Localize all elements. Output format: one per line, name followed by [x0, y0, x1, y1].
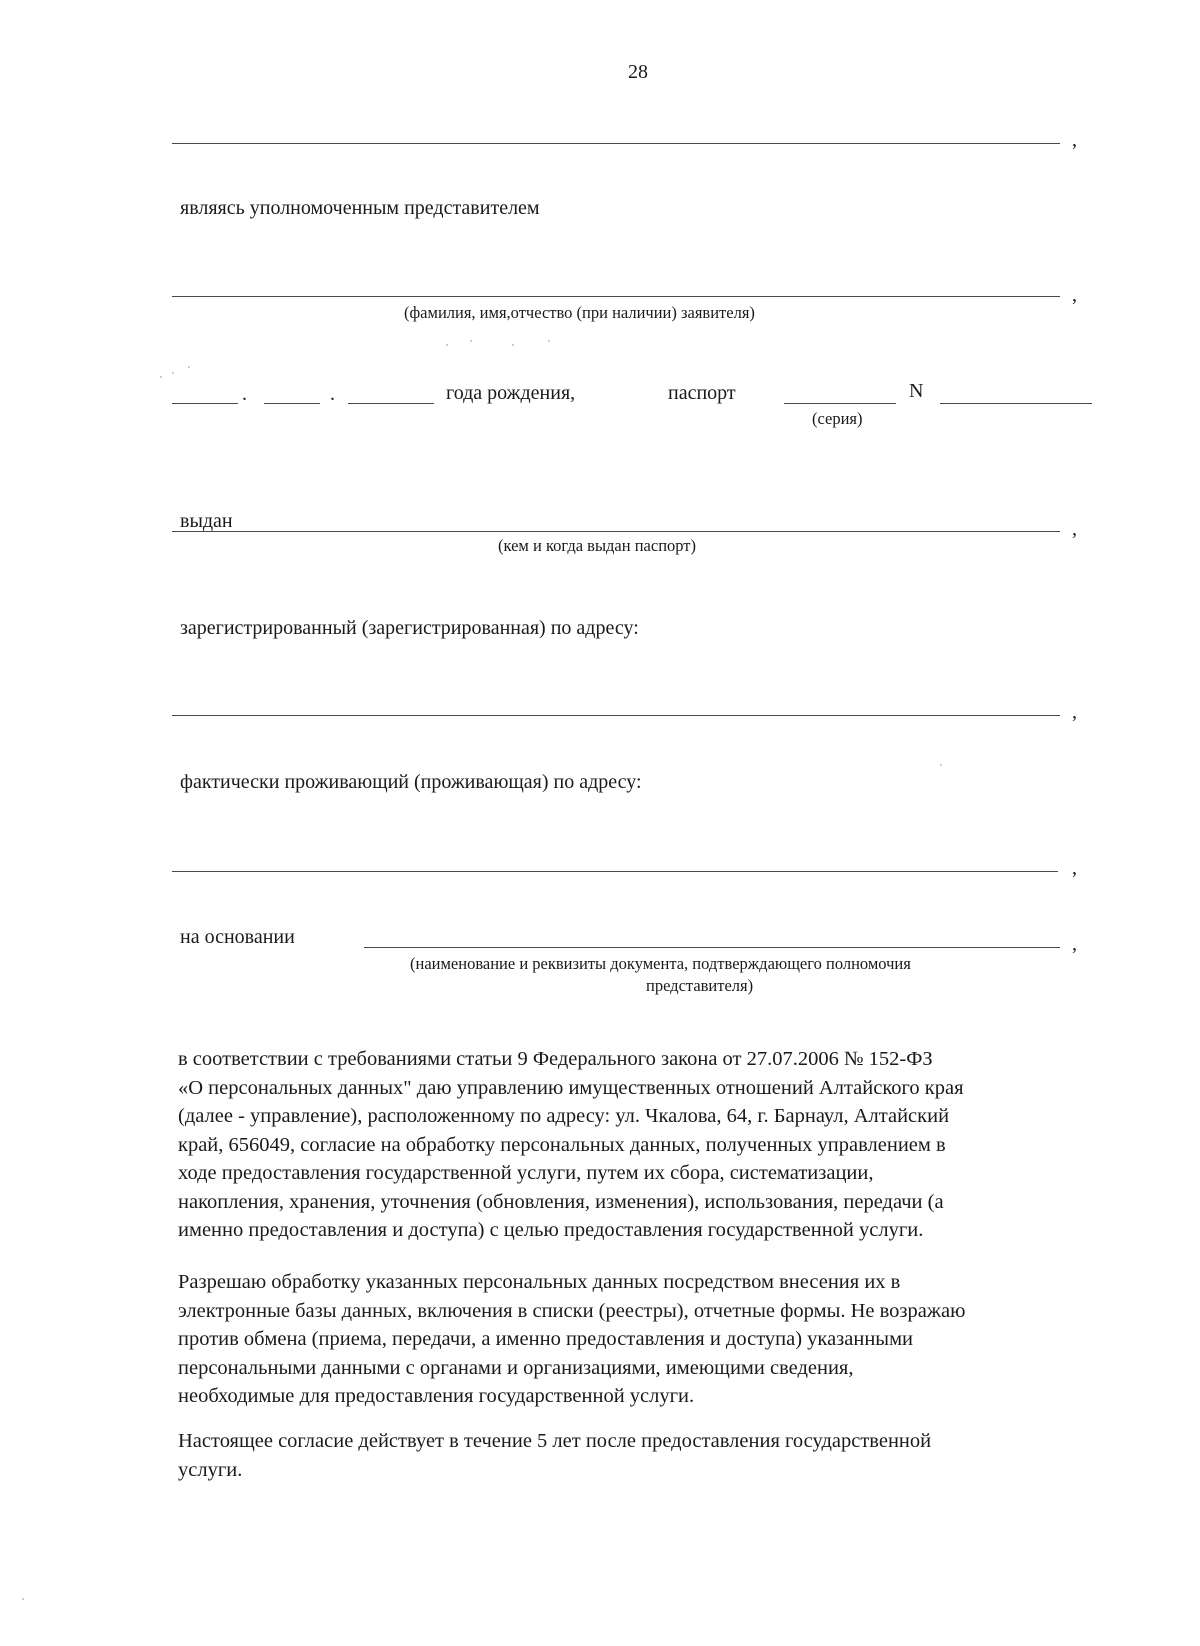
paragraph-line: накопления, хранения, уточнения (обновления, изменения), использования, передачи (а [178, 1190, 944, 1213]
passport-series-line [784, 403, 896, 404]
actual-address-label: фактически проживающий (проживающая) по адресу: [180, 771, 642, 793]
paragraph-line: Настоящее согласие действует в течение 5 лет после предоставления государственной [178, 1430, 932, 1452]
series-caption: (серия) [812, 409, 863, 428]
scan-speck [940, 764, 942, 766]
passport-number-line [940, 403, 1092, 404]
comma: , [1072, 284, 1077, 306]
scan-speck [22, 1598, 24, 1600]
paragraph-line: против обмена (приема, передачи, а именно предоставления и доступа) указанными [178, 1328, 914, 1350]
scan-speck [160, 376, 162, 378]
issued-line [172, 531, 1060, 532]
comma: , [1072, 518, 1077, 540]
scan-speck [470, 340, 472, 342]
comma: , [1072, 129, 1077, 151]
paragraph-line: персональными данными с органами и организациями, имеющими сведения, [178, 1356, 854, 1379]
scan-speck [188, 366, 190, 368]
page-number: 28 [628, 61, 648, 83]
basis-label: на основании [180, 926, 295, 948]
paragraph-line: необходимые для предоставления государственной услуги. [178, 1385, 695, 1407]
date-separator: . [330, 383, 335, 405]
issued-caption: (кем и когда выдан паспорт) [498, 536, 697, 555]
paragraph-line: ходе предоставления государственной услуги, путем их сбора, систематизации, [178, 1162, 874, 1184]
paragraph-line: Разрешаю обработку указанных персональных данных посредством внесения их в [178, 1271, 901, 1293]
scan-speck [548, 340, 550, 342]
actual-address-line [172, 871, 1058, 872]
name-blank-line [172, 143, 1060, 144]
basis-line [364, 947, 1060, 948]
paragraph-line: именно предоставления и доступа) с целью предоставления государственной услуги. [178, 1219, 924, 1241]
registered-address-label: зарегистрированный (зарегистрированная) по адресу: [180, 617, 639, 639]
scan-speck [446, 344, 448, 346]
birth-month-line [264, 403, 320, 404]
applicant-caption: (фамилия, имя,отчество (при наличии) заявителя) [404, 303, 755, 322]
issued-label: выдан [180, 510, 233, 532]
comma: , [1072, 701, 1077, 723]
birth-year-label: года рождения, [446, 382, 576, 404]
birth-day-line [172, 403, 238, 404]
passport-number-label: N [909, 380, 924, 402]
passport-label: паспорт [668, 382, 736, 404]
basis-caption-line2: представителя) [646, 976, 754, 995]
basis-caption-line1: (наименование и реквизиты документа, подтверждающего полномочия [410, 954, 911, 973]
paragraph-line: край, 656049, согласие на обработку персональных данных, полученных управлением в [178, 1133, 946, 1156]
applicant-name-line [172, 296, 1060, 297]
scan-speck [512, 344, 514, 346]
consent-paragraph-1 [178, 1045, 1098, 1245]
authorized-representative-label: являясь уполномоченным представителем [180, 197, 540, 219]
comma: , [1072, 933, 1077, 955]
paragraph-line: (далее - управление), расположенному по адресу: ул. Чкалова, 64, г. Барнаул, Алтайский [178, 1105, 950, 1127]
paragraph-line: в соответствии с требованиями статьи 9 Федерального закона от 27.07.2006 № 152-ФЗ [178, 1048, 933, 1070]
registered-address-line [172, 715, 1060, 716]
consent-paragraph-3 [178, 1427, 1098, 1484]
birth-year-line [348, 403, 434, 404]
paragraph-line: «О персональных данных" даю управлению имущественных отношений Алтайского края [178, 1076, 964, 1099]
comma: , [1072, 857, 1077, 879]
scan-speck [172, 372, 174, 374]
paragraph-line: услуги. [178, 1458, 243, 1481]
date-separator: . [242, 383, 247, 405]
paragraph-line: электронные базы данных, включения в списки (реестры), отчетные формы. Не возражаю [178, 1299, 966, 1322]
consent-paragraph-2 [178, 1268, 1098, 1411]
